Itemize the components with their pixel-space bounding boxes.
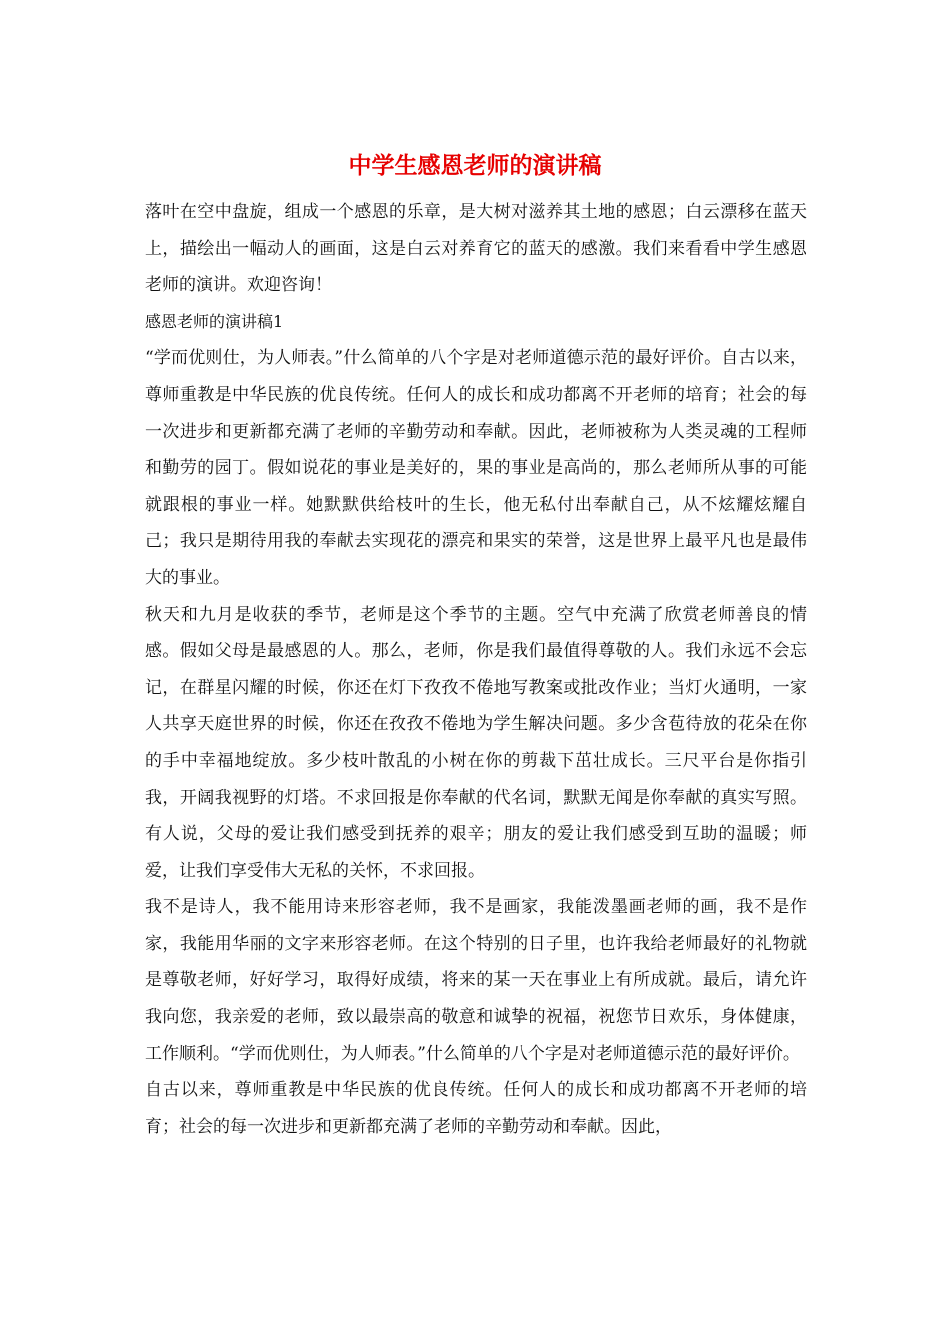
document-title: 中学生感恩老师的演讲稿 (348, 152, 602, 179)
intro-paragraph: 落叶在空中盘旋，组成一个感恩的乐章，是大树对滋养其土地的感恩；白云漂移在蓝天上，描绘出一幅动人的画面，这是白云对养育它的蓝天的感激。我们来看看中学生感恩老师的演讲。欢迎咨询！ (145, 202, 807, 296)
body-paragraph-3: 我不是诗人，我不能用诗来形容老师，我不是画家，我能泼墨画老师的画，我不是作家，我能用华丽的文字来形容老师。在这个特别的日子里，也许我给老师最好的礼物就是尊敬老师，好好学习，取得好成绩，将来的某一天在事业上有所成就。最后，请允许我向您，我亲爱的老师，致以最崇高的敬意和诚挚的祝福，祝您节日欢乐，身体健康，工作顺利。“学而优则仕，为人师表。”什么简单的八个字是对老师道德示范的最好评价。 (145, 897, 807, 1064)
document-body (145, 194, 807, 1145)
body-paragraph-4: 自古以来，尊师重教是中华民族的优良传统。任何人的成长和成功都离不开老师的培育；社会的每一次进步和更新都充满了老师的辛勤劳动和奉献。因此， (145, 1080, 807, 1137)
section-heading: 感恩老师的演讲稿1 (145, 311, 284, 331)
body-paragraph-1: “学而优则仕，为人师表。”什么简单的八个字是对老师道德示范的最好评价。自古以来，尊师重教是中华民族的优良传统。任何人的成长和成功都离不开老师的培育；社会的每一次进步和更新都充满了老师的辛勤劳动和奉献。因此，老师被称为人类灵魂的工程师和勤劳的园丁。假如说花的事业是美好的，果的事业是高尚的，那么老师所从事的可能就跟根的事业一样。她默默供给枝叶的生长，他无私付出奉献自己，从不炫耀炫耀自己；我只是期待用我的奉献去实现花的漂亮和果实的荣誉，这是世界上最平凡也是最伟大的事业。 (145, 348, 807, 588)
body-paragraph-2: 秋天和九月是收获的季节，老师是这个季节的主题。空气中充满了欣赏老师善良的情感。假如父母是最感恩的人。那么，老师，你是我们最值得尊敬的人。我们永远不会忘记，在群星闪耀的时候，你还在灯下孜孜不倦地写教案或批改作业；当灯火通明，一家人共享天庭世界的时候，你还在孜孜不倦地为学生解决问题。多少含苞待放的花朵在你的手中幸福地绽放。多少枝叶散乱的小树在你的剪裁下茁壮成长。三尺平台是你指引我，开阔我视野的灯塔。不求回报是你奉献的代名词，默默无闻是你奉献的真实写照。有人说，父母的爱让我们感受到抚养的艰辛；朋友的爱让我们感受到互助的温暖；师爱，让我们享受伟大无私的关怀，不求回报。 (145, 604, 807, 881)
